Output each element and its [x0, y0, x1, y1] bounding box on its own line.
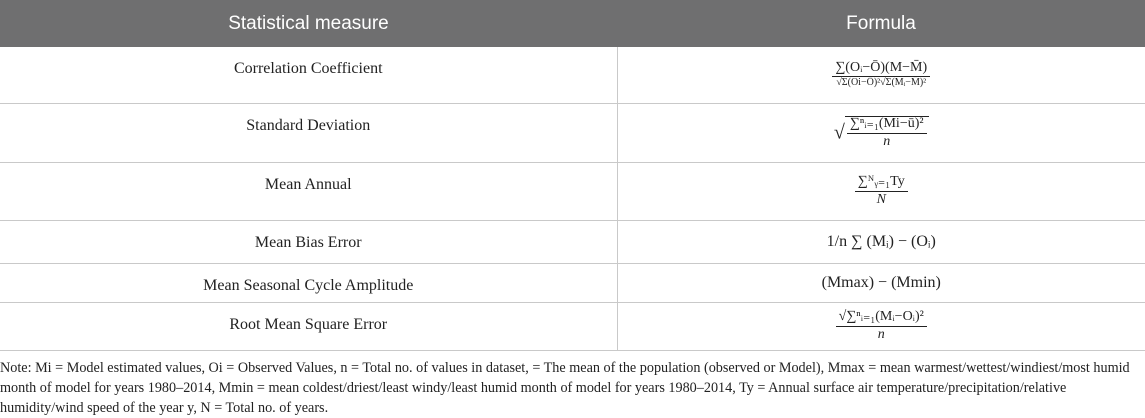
measure-standard-deviation: Standard Deviation — [0, 103, 617, 162]
table-row — [0, 302, 1145, 350]
formula-correlation-coefficient: $\frac{\text{∑(Oᵢ−Ō)(M−M̄)}}{\text{√Σ(Oi−Ō)²√Σ(Mᵢ−M̄)²}}$ — [617, 47, 1145, 103]
formula-mean-annual: $\frac{\text{∑ᴺᵧ₌₁Ty}}{N}$ — [617, 162, 1145, 220]
table-row — [0, 103, 1145, 162]
measure-mean-annual: Mean Annual — [0, 162, 617, 220]
measure-root-mean-square-error: Root Mean Square Error — [0, 302, 617, 350]
measure-correlation-coefficient: Correlation Coefficient — [0, 47, 617, 103]
formula-standard-deviation: √ $\frac{\text{∑ⁿᵢ₌₁(Mi−ū)²}}{n}$ — [617, 103, 1145, 162]
header-row — [0, 0, 1145, 47]
header-formula: Formula — [617, 0, 1145, 47]
formula-root-mean-square-error: $\frac{\text{√∑ⁿᵢ₌₁(Mᵢ−Oᵢ)²}}{n}$ — [617, 302, 1145, 350]
table-row — [0, 263, 1145, 302]
measure-mean-seasonal-cycle-amplitude: Mean Seasonal Cycle Amplitude — [0, 263, 617, 302]
formula-mean-bias-error: 1/n ∑ (Mᵢ) − (Oᵢ) — [617, 220, 1145, 263]
table-row — [0, 162, 1145, 220]
table-row — [0, 47, 1145, 103]
formula-mean-seasonal-cycle-amplitude: (Mmax) − (Mmin) — [617, 263, 1145, 302]
table-note: Note: Mi = Model estimated values, Oi = Observed Values, n = Total no. of values in dataset, = The mean of the population (observed or Model), Mmax = mean warmest/wettest/windiest/most humid month of model for years 1980–2014, Mmin = mean coldest/driest/least windy/least humid month of model for years 1980–2014, Ty = Annual surface air temperature/precipitation/relative humidity/wind speed of the year y, N = Total no. of years. — [0, 359, 1130, 416]
table-row — [0, 220, 1145, 263]
header-statistical-measure: Statistical measure — [0, 0, 617, 47]
measure-mean-bias-error: Mean Bias Error — [0, 220, 617, 263]
